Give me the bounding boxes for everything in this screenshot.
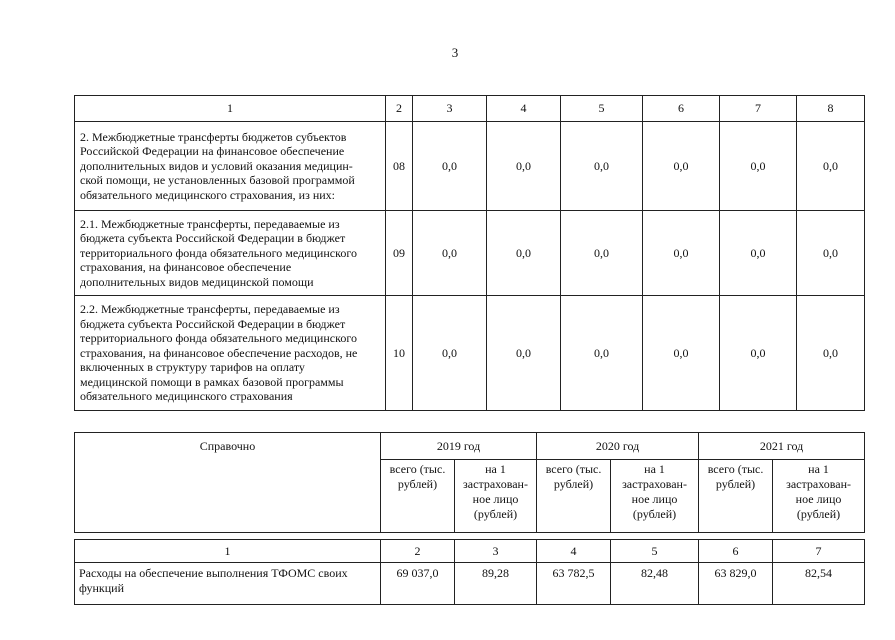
value-cell: 0,0 — [561, 122, 643, 211]
subheader-line: на 1 — [485, 462, 506, 476]
desc-line: дополнительных видов и условий оказания медицин- — [80, 158, 353, 173]
year-header: 2021 год — [699, 433, 865, 460]
per-insured-subheader — [455, 460, 537, 533]
subheader-line: (рублей) — [796, 507, 841, 521]
row-code: 08 — [386, 122, 413, 211]
desc-line: страхования, на финансовое обеспечение расходов, не — [80, 345, 358, 360]
total-subheader — [381, 460, 455, 533]
value-cell: 0,0 — [413, 296, 487, 411]
value-cell: 82,54 — [773, 563, 865, 605]
value-cell: 0,0 — [413, 211, 487, 296]
column-number: 7 — [773, 540, 865, 563]
transfers-table — [74, 95, 865, 411]
desc-line: обязательного медицинского страхования, из них: — [80, 187, 336, 202]
subheader-line: всего (тыс. — [707, 462, 764, 476]
subheader-line: всего (тыс. — [545, 462, 602, 476]
subheader-line: ное лицо — [795, 492, 842, 506]
column-number-row — [75, 540, 865, 563]
desc-line: территориального фонда обязательного медицинского — [80, 331, 357, 346]
per-insured-subheader — [773, 460, 865, 533]
value-cell: 69 037,0 — [381, 563, 455, 605]
subheader-line: застрахован- — [463, 477, 528, 491]
value-cell: 82,48 — [611, 563, 699, 605]
desc-line: ской помощи, не установленных базовой программой — [80, 173, 355, 188]
desc-line: территориального фонда обязательного медицинского — [80, 245, 357, 260]
desc-line: медицинской помощи в рамках базовой программы — [80, 374, 344, 389]
row-description — [75, 122, 386, 211]
header-cell: 1 — [75, 96, 386, 122]
row-description — [75, 296, 386, 411]
desc-line: страхования, на финансовое обеспечение — [80, 260, 292, 275]
subheader-line: застрахован- — [786, 477, 851, 491]
column-number: 4 — [537, 540, 611, 563]
value-cell: 0,0 — [413, 122, 487, 211]
year-header: 2020 год — [537, 433, 699, 460]
value-cell: 0,0 — [487, 296, 561, 411]
desc-line: Российской Федерации на финансовое обеспечение — [80, 144, 345, 159]
subheader-line: застрахован- — [622, 477, 687, 491]
subheader-line: рублей) — [553, 477, 594, 491]
header-cell: 2 — [386, 96, 413, 122]
value-cell: 63 782,5 — [537, 563, 611, 605]
column-number: 6 — [699, 540, 773, 563]
value-cell: 0,0 — [487, 122, 561, 211]
subheader-line: всего (тыс. — [389, 462, 446, 476]
desc-line: 2. Межбюджетные трансферты бюджетов субъектов — [80, 129, 347, 144]
row-code: 10 — [386, 296, 413, 411]
header-cell: 4 — [487, 96, 561, 122]
header-cell: 7 — [720, 96, 797, 122]
column-number: 3 — [455, 540, 537, 563]
per-insured-subheader — [611, 460, 699, 533]
value-cell: 0,0 — [561, 296, 643, 411]
value-cell: 89,28 — [455, 563, 537, 605]
spacer-cell — [75, 533, 865, 540]
desc-line: дополнительных видов медицинской помощи — [80, 274, 314, 289]
header-cell: 8 — [797, 96, 865, 122]
subheader-line: рублей) — [397, 477, 438, 491]
column-number: 1 — [75, 540, 381, 563]
column-number: 2 — [381, 540, 455, 563]
value-cell: 0,0 — [797, 296, 865, 411]
value-cell: 0,0 — [797, 211, 865, 296]
desc-line: бюджета субъекта Российской Федерации в бюджет — [80, 316, 346, 331]
value-cell: 0,0 — [487, 211, 561, 296]
desc-line: Расходы на обеспечение выполнения ТФОМС своих — [79, 566, 348, 580]
years-header-row — [75, 433, 865, 460]
subheader-line: (рублей) — [473, 507, 518, 521]
table-row — [75, 122, 865, 211]
page-number: 3 — [451, 45, 459, 60]
column-number: 5 — [611, 540, 699, 563]
reference-label: Справочно — [75, 433, 381, 533]
value-cell: 0,0 — [720, 296, 797, 411]
value-cell: 0,0 — [643, 122, 720, 211]
total-subheader — [537, 460, 611, 533]
subheader-line: (рублей) — [632, 507, 677, 521]
table-row — [75, 563, 865, 605]
table-row — [75, 211, 865, 296]
spacer-row — [75, 533, 865, 540]
row-description — [75, 211, 386, 296]
header-cell: 3 — [413, 96, 487, 122]
row-code: 09 — [386, 211, 413, 296]
desc-line: обязательного медицинского страхования — [80, 389, 293, 404]
table-header-row — [75, 96, 865, 122]
value-cell: 63 829,0 — [699, 563, 773, 605]
reference-table — [74, 432, 865, 605]
row-description — [75, 563, 381, 605]
year-header: 2019 год — [381, 433, 537, 460]
subheader-line: ное лицо — [472, 492, 519, 506]
desc-line: 2.2. Межбюджетные трансферты, передаваемые из — [80, 302, 340, 317]
desc-line: бюджета субъекта Российской Федерации в бюджет — [80, 231, 346, 246]
table-row — [75, 296, 865, 411]
value-cell: 0,0 — [720, 122, 797, 211]
value-cell: 0,0 — [643, 296, 720, 411]
total-subheader — [699, 460, 773, 533]
header-cell: 5 — [561, 96, 643, 122]
header-cell: 6 — [643, 96, 720, 122]
value-cell: 0,0 — [561, 211, 643, 296]
subheader-line: рублей) — [715, 477, 756, 491]
value-cell: 0,0 — [643, 211, 720, 296]
value-cell: 0,0 — [720, 211, 797, 296]
subheader-line: на 1 — [808, 462, 829, 476]
desc-line: включенных в структуру тарифов на оплату — [80, 360, 305, 375]
desc-line: функций — [79, 581, 124, 595]
desc-line: 2.1. Межбюджетные трансферты, передаваемые из — [80, 216, 340, 231]
subheader-line: на 1 — [644, 462, 665, 476]
value-cell: 0,0 — [797, 122, 865, 211]
subheader-line: ное лицо — [631, 492, 678, 506]
